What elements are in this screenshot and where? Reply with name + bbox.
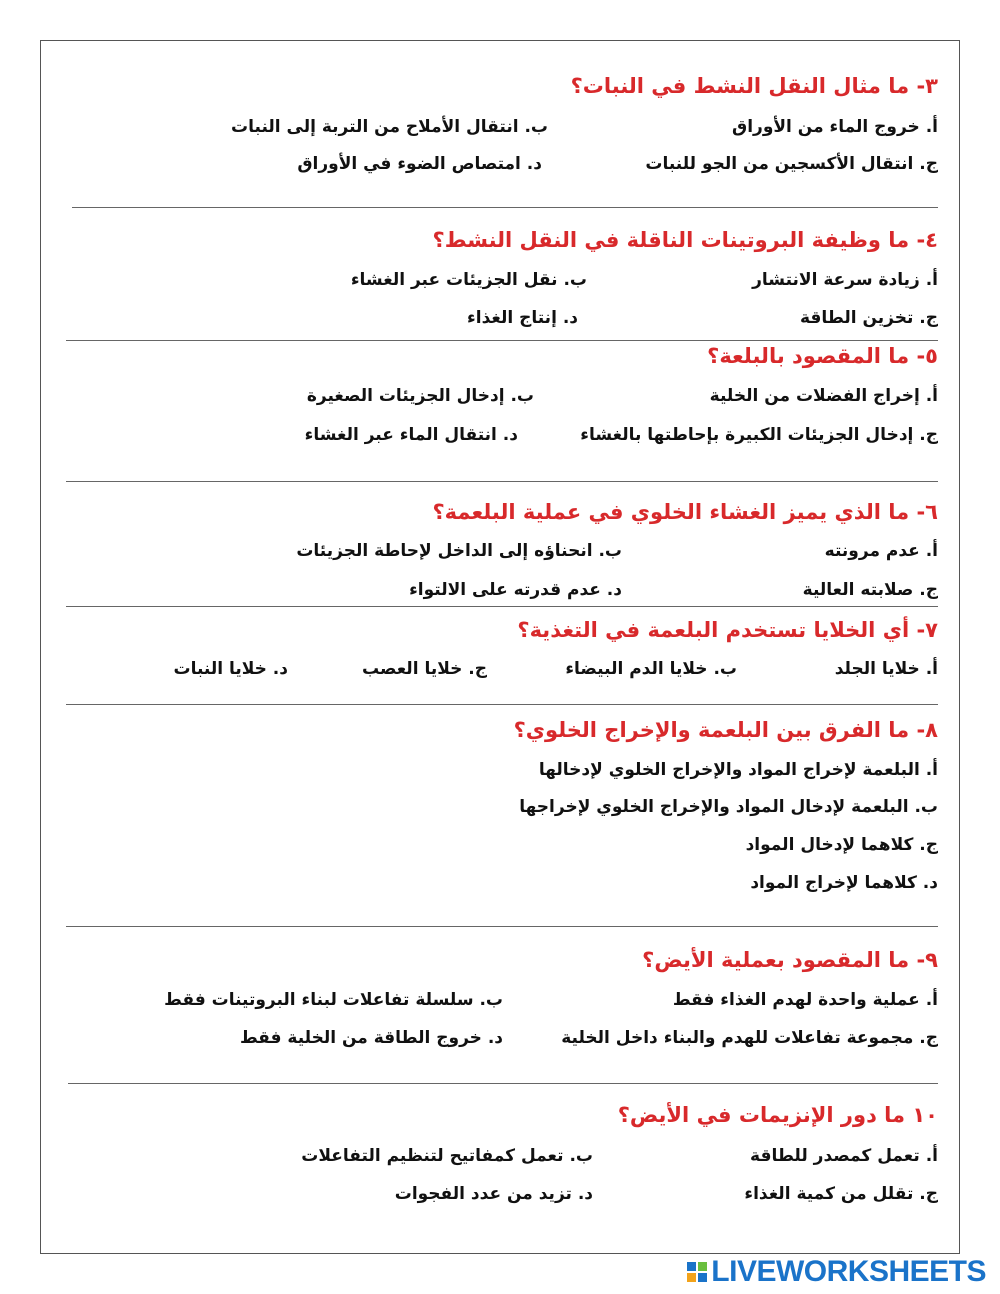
question-8-option-b[interactable]: ب. البلعمة لإدخال المواد والإخراج الخلوي لإخراجها (519, 797, 938, 817)
logo-wordmark (711, 1255, 986, 1289)
question-8-title: ٨- ما الفرق بين البلعمة والإخراج الخلوي؟ (513, 718, 938, 742)
question-10-option-a[interactable]: أ. تعمل كمصدر للطاقة (750, 1146, 938, 1166)
question-7-option-a[interactable]: أ. خلايا الجلد (834, 659, 938, 679)
question-7-option-c[interactable]: ج. خلايا العصب (361, 659, 487, 679)
divider (72, 207, 938, 208)
divider (66, 340, 938, 341)
question-5-title: ٥- ما المقصود بالبلعة؟ (707, 344, 938, 368)
question-6-option-c[interactable]: ج. صلابته العالية (802, 580, 938, 600)
question-7-title: ٧- أي الخلايا تستخدم البلعمة في التغذية؟ (517, 618, 938, 642)
question-5-option-a[interactable]: أ. إخراج الفضلات من الخلية (709, 386, 938, 406)
question-9-option-b[interactable]: ب. سلسلة تفاعلات لبناء البروتينات فقط (164, 990, 503, 1010)
question-9-title: ٩- ما المقصود بعملية الأيض؟ (642, 948, 938, 972)
question-9-option-c[interactable]: ج. مجموعة تفاعلات للهدم والبناء داخل الخلية (561, 1028, 938, 1048)
divider (66, 704, 938, 705)
question-8-option-a[interactable]: أ. البلعمة لإخراج المواد والإخراج الخلوي لإدخالها (538, 760, 938, 780)
question-10-option-c[interactable]: ج. تقلل من كمية الغذاء (744, 1184, 938, 1204)
divider (66, 606, 938, 607)
question-3-option-b[interactable]: ب. انتقال الأملاح من التربة إلى النبات (231, 117, 548, 137)
question-10-title: ١٠ ما دور الإنزيمات في الأيض؟ (617, 1103, 938, 1127)
question-6-option-d[interactable]: د. عدم قدرته على الالتواء (409, 580, 622, 600)
divider (66, 481, 938, 482)
question-4-option-a[interactable]: أ. زيادة سرعة الانتشار (752, 270, 938, 290)
question-9-option-a[interactable]: أ. عملية واحدة لهدم الغذاء فقط (672, 990, 938, 1010)
question-7-option-d[interactable]: د. خلايا النبات (173, 659, 288, 679)
question-5-option-b[interactable]: ب. إدخال الجزيئات الصغيرة (306, 386, 534, 406)
question-4-title: ٤- ما وظيفة البروتينات الناقلة في النقل النشط؟ (432, 228, 938, 252)
question-3-option-d[interactable]: د. امتصاص الضوء في الأوراق (297, 154, 542, 174)
question-10-option-d[interactable]: د. تزيد من عدد الفجوات (394, 1184, 593, 1204)
divider (66, 926, 938, 927)
question-6-option-a[interactable]: أ. عدم مرونته (824, 541, 938, 561)
question-9-option-d[interactable]: د. خروج الطاقة من الخلية فقط (239, 1028, 503, 1048)
divider (68, 1083, 938, 1084)
question-4-option-c[interactable]: ج. تخزين الطاقة (799, 308, 938, 328)
question-7-option-b[interactable]: ب. خلايا الدم البيضاء (565, 659, 737, 679)
logo-live-text: LIVE (711, 1255, 776, 1288)
question-5-option-c[interactable]: ج. إدخال الجزيئات الكبيرة بإحاطتها بالغشاء (580, 425, 938, 445)
question-4-option-d[interactable]: د. إنتاج الغذاء (467, 308, 578, 328)
logo-grid-icon (687, 1262, 707, 1282)
question-6-title: ٦- ما الذي يميز الغشاء الخلوي في عملية البلعمة؟ (432, 500, 938, 524)
logo-worksheets-text: WORKSHEETS (775, 1255, 986, 1288)
question-3-option-c[interactable]: ج. انتقال الأكسجين من الجو للنبات (645, 154, 938, 174)
worksheet-frame (40, 40, 960, 1254)
question-5-option-d[interactable]: د. انتقال الماء عبر الغشاء (304, 425, 518, 445)
question-8-option-d[interactable]: د. كلاهما لإخراج المواد (750, 873, 938, 893)
question-8-option-c[interactable]: ج. كلاهما لإدخال المواد (745, 835, 938, 855)
question-10-option-b[interactable]: ب. تعمل كمفاتيح لتنظيم التفاعلات (301, 1146, 593, 1166)
question-3-title: ٣- ما مثال النقل النشط في النبات؟ (570, 74, 938, 98)
question-6-option-b[interactable]: ب. انحناؤه إلى الداخل لإحاطة الجزيئات (296, 541, 622, 561)
liveworksheets-logo (687, 1257, 986, 1287)
question-4-option-b[interactable]: ب. نقل الجزيئات عبر الغشاء (350, 270, 587, 290)
question-3-option-a[interactable]: أ. خروج الماء من الأوراق (732, 117, 938, 137)
